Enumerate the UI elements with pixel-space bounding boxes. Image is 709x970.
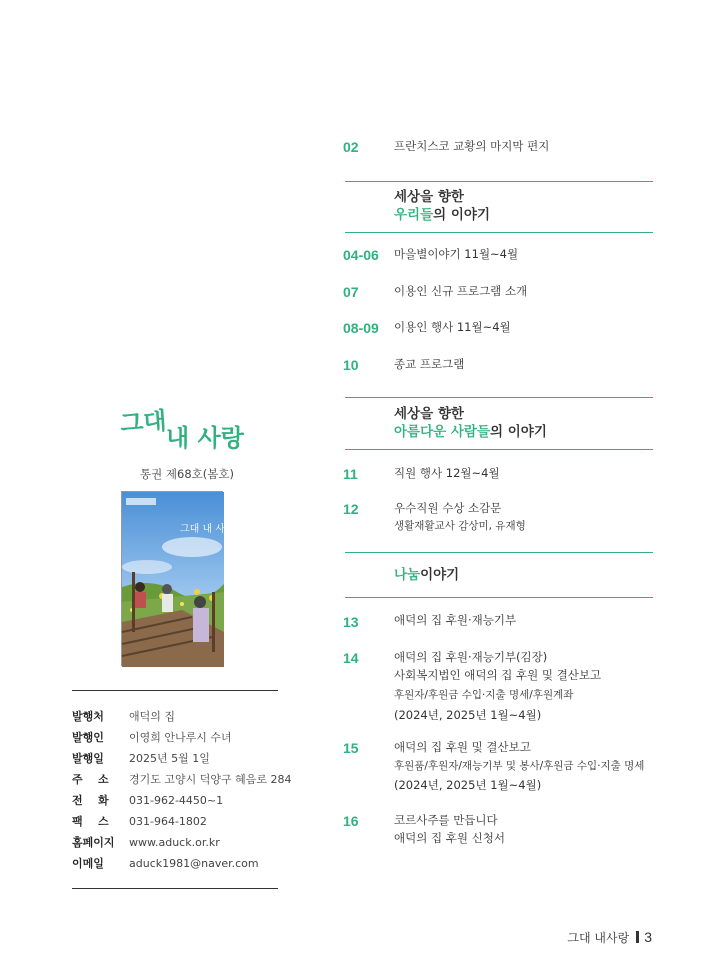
- logo-text-part2: 내 사랑: [166, 424, 244, 452]
- page-footer: [567, 929, 652, 946]
- toc-title: 코르사주를 만듭니다: [394, 813, 498, 827]
- toc-number: 15: [343, 740, 359, 756]
- toc-number: 12: [343, 501, 359, 517]
- section-divider: [345, 397, 653, 398]
- section-heading-highlight: 아름다운 사람들: [394, 424, 490, 440]
- toc-subtitle: 후원자/후원금 수입·지출 명세/후원계좌: [394, 689, 574, 701]
- toc-entry[interactable]: [394, 738, 644, 794]
- meta-value: 애덕의 집: [129, 710, 176, 723]
- toc-number: 16: [343, 813, 359, 829]
- toc-number: 11: [343, 466, 358, 482]
- section-heading-3: [394, 566, 459, 584]
- toc-number: 08-09: [343, 320, 379, 336]
- meta-key: 이메일: [72, 857, 104, 870]
- toc-entry[interactable]: [394, 811, 505, 847]
- meta-key: 발행처: [72, 710, 104, 723]
- section-heading-line: 세상을 향한: [394, 189, 464, 205]
- meta-value[interactable]: www.aduck.or.kr: [129, 836, 220, 849]
- meta-key: 팩 스: [72, 815, 109, 828]
- toc-title: 사회복지법인 애덕의 집 후원 및 결산보고: [394, 668, 602, 682]
- footer-title: 그대 내사랑: [567, 931, 630, 945]
- cover-title: 그대 내 사랑: [180, 524, 235, 535]
- section-divider: [345, 449, 653, 450]
- toc-number: 02: [343, 139, 359, 155]
- toc-title[interactable]: 직원 행사 12월~4월: [394, 466, 500, 480]
- meta-value: 031-962-4450~1: [129, 794, 224, 807]
- meta-divider-bottom: [72, 888, 278, 889]
- toc-subtitle: (2024년, 2025년 1월~4월): [394, 708, 542, 722]
- toc-number: 13: [343, 614, 359, 630]
- meta-divider-top: [72, 690, 278, 691]
- toc-title[interactable]: 종교 프로그램: [394, 357, 465, 371]
- issue-number: 통권 제68호(봄호): [140, 467, 234, 481]
- meta-value[interactable]: aduck1981@naver.com: [129, 857, 259, 870]
- logo-text-part1: 그대: [119, 406, 168, 438]
- section-divider: [345, 181, 653, 182]
- section-heading-2: [394, 405, 547, 441]
- toc-entry[interactable]: [394, 648, 601, 724]
- page-number: 3: [644, 929, 652, 945]
- toc-number: 14: [343, 650, 359, 666]
- meta-value: 경기도 고양시 덕양구 혜음로 284: [129, 773, 292, 786]
- section-heading-line: 세상을 향한: [394, 406, 464, 422]
- section-heading-1: [394, 188, 490, 224]
- toc-title[interactable]: 이용인 행사 11월~4월: [394, 320, 511, 334]
- meta-value: 2025년 5월 1일: [129, 752, 210, 765]
- toc-subtitle: (2024년, 2025년 1월~4월): [394, 778, 542, 792]
- toc-title: 애덕의 집 후원 및 결산보고: [394, 740, 531, 754]
- section-heading-rest: 이야기: [420, 567, 460, 583]
- section-divider: [345, 597, 653, 598]
- magazine-logo: [118, 400, 258, 452]
- footer-bar: [636, 931, 639, 943]
- cover-image: [121, 491, 235, 666]
- toc-title[interactable]: 마을별이야기 11월~4월: [394, 247, 519, 261]
- toc-number: 07: [343, 284, 359, 300]
- section-heading-highlight: 나눔: [394, 567, 421, 583]
- meta-key: 발행일: [72, 752, 104, 765]
- section-divider: [345, 552, 653, 553]
- toc-subtitle: 생활재활교사 감상미, 유재형: [394, 520, 526, 532]
- toc-number: 10: [343, 357, 359, 373]
- toc-title[interactable]: 애덕의 집 후원·재능기부: [394, 613, 517, 627]
- toc-title[interactable]: 이용인 신규 프로그램 소개: [394, 284, 528, 298]
- meta-key: 주 소: [72, 773, 109, 786]
- section-heading-rest: 의 이야기: [433, 207, 490, 223]
- section-divider: [345, 232, 653, 233]
- section-heading-highlight: 우리들: [394, 207, 434, 223]
- toc-subtitle: 후원품/후원자/재능기부 및 봉사/후원금 수입·지출 명세: [394, 760, 645, 772]
- section-heading-rest: 의 이야기: [490, 424, 547, 440]
- toc-title: 애덕의 집 후원·재능기부(김장): [394, 650, 548, 664]
- toc-title[interactable]: 프란치스코 교황의 마지막 편지: [394, 139, 550, 153]
- toc-number: 04-06: [343, 247, 379, 263]
- meta-key: 발행인: [72, 731, 104, 744]
- meta-value: 031-964-1802: [129, 815, 207, 828]
- meta-key: 홈페이지: [72, 836, 115, 849]
- meta-key: 전 화: [72, 794, 109, 807]
- toc-entry[interactable]: [394, 499, 526, 535]
- toc-title: 우수직원 수상 소감문: [394, 501, 502, 515]
- toc-title: 애덕의 집 후원 신청서: [394, 831, 505, 845]
- meta-value: 이영희 안나루시 수녀: [129, 731, 232, 744]
